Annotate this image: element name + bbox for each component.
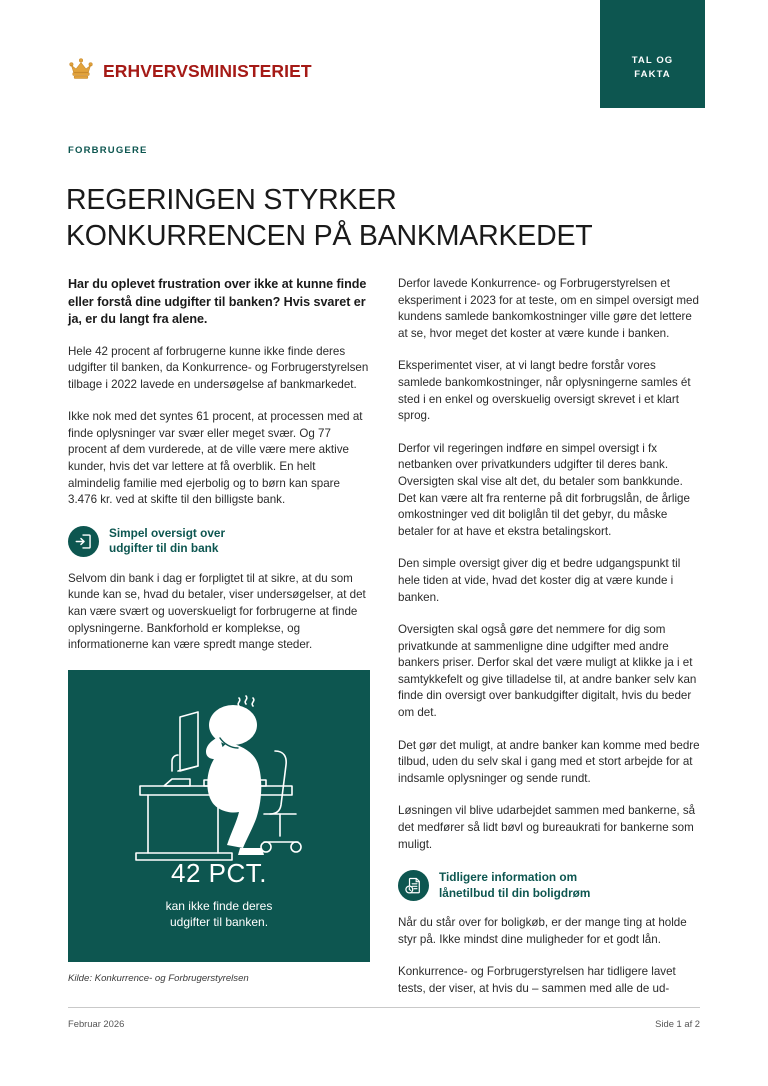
left-paragraph-3: Selvom din bank i dag er forpligtet til at sikre, at du som kunde kan se, hvad du betaler, viser undersøgelser, at det kan være svært og uoverskueligt for forbrugerne at finde oplysningerne. Bankforhold er komplekse, og informationerne kan være spredt mange steder. <box>68 571 366 652</box>
section-heading-line-1: Tidligere information om <box>439 870 578 885</box>
section-heading-line-2: lånetilbud til din boligdrøm <box>439 885 591 900</box>
badge-line-2: FAKTA <box>634 69 671 80</box>
page-footer <box>68 1018 700 1029</box>
statistic-figure <box>68 670 370 984</box>
section-heading-tidligere-information <box>398 869 700 901</box>
page-title-line-2: KONKURRENCEN PÅ BANKMARKEDET <box>66 220 593 253</box>
tal-og-fakta-badge <box>600 0 705 108</box>
section-heading-line-2: udgifter til din bank <box>109 541 219 556</box>
right-paragraph-2: Eksperimentet viser, at vi langt bedre forstår vores samlede bankomkostninger, når oplysningerne samles ét sted i en enkel og overskuelig oversigt skrevet i et klart sprog. <box>398 359 691 423</box>
footer-date: Februar 2026 <box>68 1018 125 1029</box>
section-heading-text <box>439 869 590 901</box>
page-title <box>66 182 726 254</box>
figure-caption <box>68 898 370 931</box>
ministry-logo <box>68 58 312 85</box>
ministry-name: ERHVERVSMINISTERIET <box>103 61 312 81</box>
crown-icon <box>68 58 94 85</box>
right-paragraph-9: Konkurrence- og Forbrugerstyrelsen har tidligere lavet tests, der viser, at hvis du – sammen med alle de ud- <box>398 965 676 995</box>
footer-page-number: Side 1 af 2 <box>655 1018 700 1029</box>
badge-line-1: TAL OG <box>631 55 674 66</box>
figure-source: Kilde: Konkurrence- og Forbrugerstyrelsen <box>68 972 249 984</box>
right-column <box>398 276 700 998</box>
right-paragraph-5: Oversigten skal også gøre det nemmere for dig som privatkunde at sammenligne dine udgifter med andre bankers priser. Derfor skal det være muligt at klikke ja i et samtykkefelt og give tilladelse til, at andre banker selv kan finde din oversigt over bankudgifter digitalt, hvis du beder om det. <box>398 623 697 720</box>
kicker-label: FORBRUGERE <box>68 145 148 156</box>
footer-divider <box>68 1007 700 1008</box>
figure-caption-line-1: kan ikke finde deres <box>165 898 273 913</box>
right-paragraph-8: Når du står over for boligkøb, er der mange ting at holde styr på. Ikke mindst dine muligheder for et godt lån. <box>398 916 687 946</box>
article-columns <box>68 276 700 998</box>
arrow-into-box-icon <box>68 526 99 557</box>
left-paragraph-1: Hele 42 procent af forbrugerne kunne ikke finde deres udgifter til banken, da Konkurrence- og Forbrugerstyrelsen tilbage i 2022 lavede en undersøgelse af bankmarkedet. <box>68 344 369 391</box>
right-paragraph-6: Det gør det muligt, at andre banker kan komme med bedre tilbud, uden du selv skal i gang med et stort arbejde for at indsamle oplysninger og sende rundt. <box>398 738 700 785</box>
page-title-line-1: REGERINGEN STYRKER <box>66 184 397 217</box>
right-paragraph-7: Løsningen vil blive udarbejdet sammen med bankerne, så det medfører så lidt bøvl og bureaukrati for bankerne som muligt. <box>398 804 696 851</box>
left-column <box>68 276 370 998</box>
section-heading-text <box>109 525 225 557</box>
document-clock-icon <box>398 870 429 901</box>
lead-paragraph: Har du oplevet frustration over ikke at kunne finde eller forstå dine udgifter til banken? Hvis svaret er ja, er du langt fra alene. <box>68 277 367 326</box>
left-paragraph-2: Ikke nok med det syntes 61 procent, at processen med at finde oplysninger var svær eller meget svær. Og 77 procent af dem vurderede, at de ville være mere aktive kunder, hvis det var lettere at få overblik. En helt almindelig familie med ejerbolig og to børn kan spare 3.476 kr. ved at skifte til den billigste bank. <box>68 410 363 507</box>
section-heading-simpel-oversigt <box>68 525 370 557</box>
frustrated-person-at-desk-illustration <box>68 670 370 870</box>
figure-caption-line-2: udgifter til banken. <box>169 915 269 930</box>
right-paragraph-1: Derfor lavede Konkurrence- og Forbrugerstyrelsen et eksperiment i 2023 for at teste, om en simpel oversigt med kundens samlede bankomkostninger ville gøre det lettere at se, hvor meget det koster at være kunde i banken. <box>398 277 699 340</box>
figure-illustration-box <box>68 670 370 962</box>
right-paragraph-4: Den simple oversigt giver dig et bedre udgangspunkt til hele tiden at vide, hvad det koster dig at være kunde i banken. <box>398 557 681 604</box>
right-paragraph-3: Derfor vil regeringen indføre en simpel oversigt i fx netbanken over privatkunders udgifter til deres bank. Oversigten skal vise alt det, du betaler som bankkunde. Det kan være alt fra renterne på dit forbrugslån, de årlige omkostninger ved dit boliglån til det gebyr, du måske betaler for at have et ekstra betalingskort. <box>398 441 690 538</box>
figure-stat-value: 42 PCT. <box>171 857 267 888</box>
section-heading-line-1: Simpel oversigt over <box>109 525 226 540</box>
